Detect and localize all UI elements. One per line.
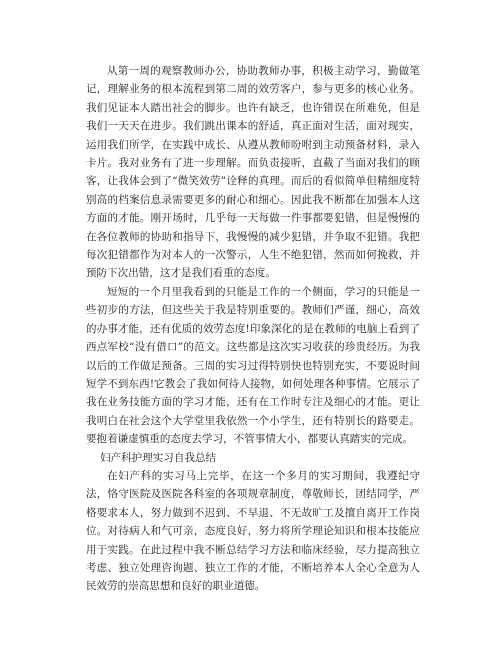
document-body	[86, 62, 420, 596]
body-paragraph-1: 从第一周的观察教师办公，协助教师办事，积极主动学习，勤做笔记，理解业务的根本流程到第二周的效劳客户，参与更多的核心业务。我们见证本人踏出社会的脚步。也许有缺乏，也许错误在所难免，但是我们一天天在进步。我们跳出课本的舒适，真正面对生活，面对现实，运用我们所学，在实践中成长、从遵从教师吩咐到主动预备材料，录入卡片。我对业务有了进一步理解。而负责接听，直截了当面对我们的顾客，让我体会到了“微笑效劳”诠释的真理。而后的看似简单但精细度特别高的档案信息录需要更多的耐心和细心。因此我不断都在加强本人这方面的才能。刚开场时，几乎每一天每做一件事都要犯错，但是慢慢的在各位教师的协助和指导下，我慢慢的减少犯错，并争取不犯错。我把每次犯错都作为对本人的一次警示，人生不绝犯错，然而如何挽救，并预防下次出错，这才是我们看重的态度。	[86, 65, 420, 280]
body-paragraph-3: 在妇产科的实习马上完毕，在这一个多月的实习期间，我遵纪守法，恪守医院及医院各科室的各项规章制度，尊敬师长，团结同学，严格要求本人，努力做到不迟到、不早退、不无故旷工及擅自离开工作岗位。对待病人和气可亲，态度良好，努力将所学理论知识和根本技能应用于实践。在此过程中我不断总结学习方法和临床经验，尽力提高独立考虑、独立处理咨询题、独立工作的才能，不断培养本人全心全意为人民效劳的崇高思想和良好的职业道德。	[86, 469, 420, 593]
section-heading: 妇产科护理实习自我总结	[100, 451, 217, 464]
body-paragraph-2: 短短的一个月里我看到的只能是工作的一个侧面，学习的只能是一些初步的方法，但这些关于我是特别重要的。教师们严谨，细心，高效的办事才能，还有优质的效劳态度!印象深化的是在教师的电脑上看到了西点军校“没有借口”的范文。这些都是这次实习收获的珍贵经历。为我以后的工作做足预备。三周的实习过得特别快也特别充实，不要说时间短学不到东西!它教会了我如何待人接物，如何处理各种事情。它展示了我在业务技能方面的学习才能，还有在工作时专注及细心的才能。更让我明白在社会这个大学堂里我依然一个小学生，还有特别长的路要走。要抱着谦虚慎重的态度去学习，不管事情大小，都要认真踏实的完成。	[86, 285, 420, 446]
